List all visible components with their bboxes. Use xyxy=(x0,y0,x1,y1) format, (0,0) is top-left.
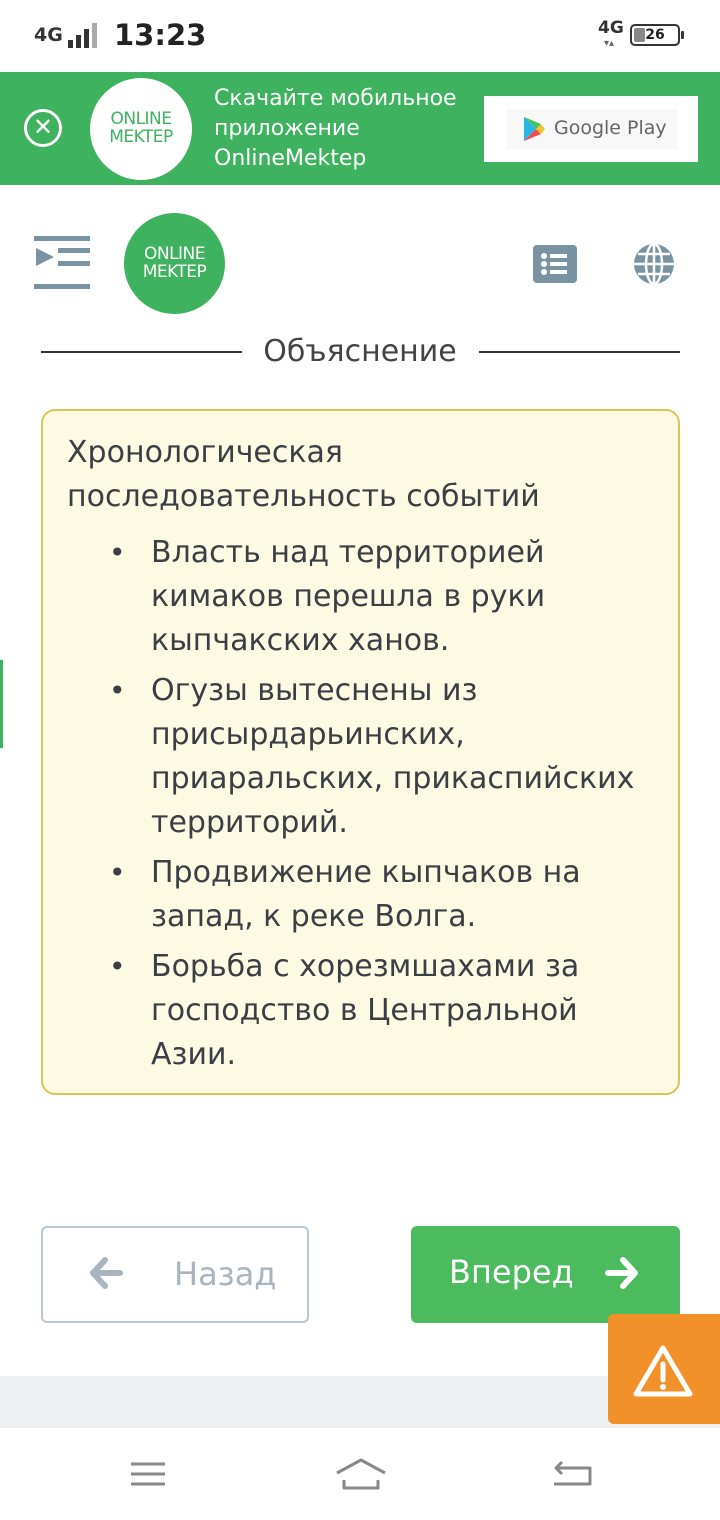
banner-logo-line1: ONLINE xyxy=(110,109,172,129)
bullet-icon: • xyxy=(109,674,126,707)
banner-logo-line2: MEKTEP xyxy=(109,127,173,147)
google-play-button[interactable] xyxy=(484,96,698,162)
bullet-icon: • xyxy=(109,536,126,569)
report-error-button[interactable] xyxy=(608,1314,720,1424)
heading-divider-left xyxy=(41,351,242,353)
list-item: • Огузы вытеснены из присырдарьинских, приаральских, прикаспийских территорий. xyxy=(43,669,663,845)
network-type: 4G xyxy=(34,24,63,46)
list-item: • Продвижение кыпчаков на запад, к реке Волга. xyxy=(43,851,663,939)
arrow-right-icon xyxy=(605,1256,639,1290)
list-item: • Борьба с хорезмшахами за господство в Центральной Азии. xyxy=(43,945,663,1077)
google-play-icon xyxy=(522,115,546,143)
explanation-card xyxy=(41,409,680,1095)
warning-icon xyxy=(608,1314,720,1424)
clock: 13:23 xyxy=(114,18,207,52)
menu-icon[interactable] xyxy=(124,1450,172,1498)
status-bar xyxy=(0,0,720,72)
signal-icon xyxy=(68,22,100,48)
side-tab[interactable] xyxy=(0,660,3,748)
system-nav-bar xyxy=(0,1428,720,1520)
bullet-icon: • xyxy=(109,950,126,983)
list-icon[interactable] xyxy=(533,245,577,283)
list-item: • Власть над территорией кимаков перешла в руки кыпчакских ханов. xyxy=(43,531,663,663)
indent-menu-icon[interactable] xyxy=(34,236,92,290)
close-circle-icon[interactable]: ✕ xyxy=(24,109,62,147)
next-label: Вперед xyxy=(449,1253,574,1291)
back-nav-icon[interactable] xyxy=(548,1450,596,1498)
arrow-left-icon xyxy=(89,1256,123,1290)
data-activity-icon: ▾▴ xyxy=(604,38,615,49)
event-list xyxy=(43,531,663,1083)
main-logo[interactable] xyxy=(124,213,225,314)
back-button[interactable] xyxy=(41,1226,309,1323)
card-title: Хронологическая последовательность событий xyxy=(67,435,540,514)
next-button[interactable] xyxy=(411,1226,680,1323)
bullet-icon: • xyxy=(109,856,126,889)
home-icon[interactable] xyxy=(334,1450,388,1498)
banner-logo xyxy=(90,78,192,180)
heading-divider-right xyxy=(479,351,680,353)
battery-level: 26 xyxy=(645,27,665,43)
main-logo-line2: MEKTEP xyxy=(142,262,207,282)
back-label: Назад xyxy=(174,1255,277,1293)
battery-icon xyxy=(630,24,680,46)
network-type-right: 4G xyxy=(598,18,624,38)
google-play-label: Google Play xyxy=(554,117,667,139)
section-title: Объяснение xyxy=(263,334,457,369)
main-logo-line1: ONLINE xyxy=(143,244,206,264)
banner-text: Скачайте мобильное приложение OnlineMektep xyxy=(214,86,457,171)
globe-icon[interactable] xyxy=(632,242,676,286)
